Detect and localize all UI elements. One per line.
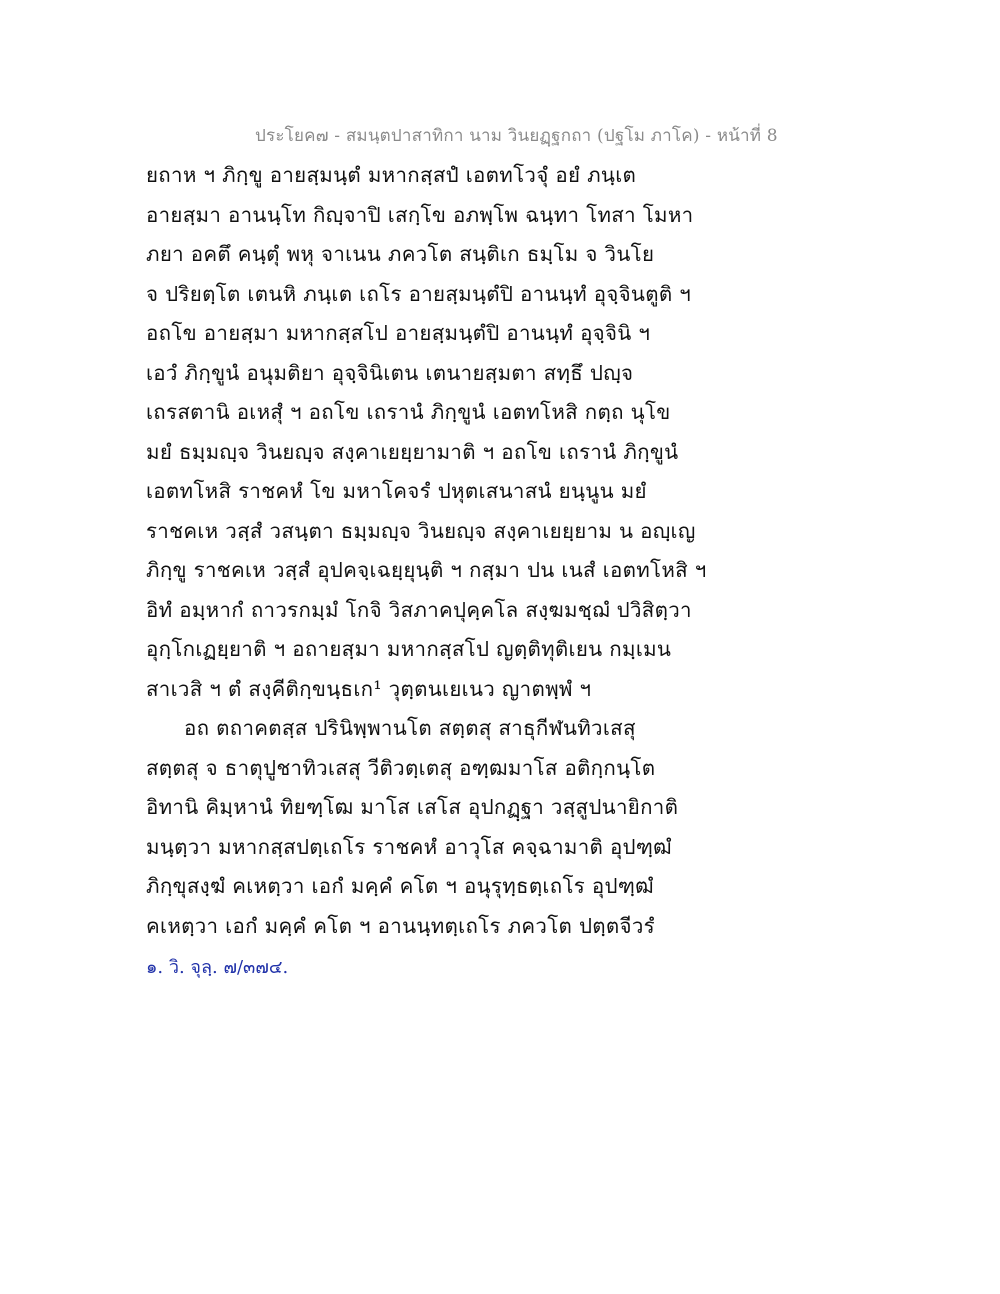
text-line-3: ภยา อคตึ คนฺตุํ พหุ จาเนน ภควโต สนฺติเก ธมฺโม จ วินโย bbox=[146, 242, 655, 266]
text-line-2: อายสฺมา อานนฺโท กิญฺจาปิ เสกฺโข อภพฺโพ ฉนฺทา โทสา โมหา bbox=[146, 202, 694, 227]
text-line-4: จ ปริยตฺโต เตนหิ ภนฺเต เถโร อายสฺมนฺตํปิ อานนฺทํ อุจฺจินตูติ ฯ bbox=[146, 281, 692, 306]
text-line-7: เถรสตานิ อเหสุํ ฯ อถโข เถรานํ ภิกฺขูนํ เอตทโหสิ กตฺถ นุโข bbox=[146, 400, 671, 424]
text-line-1: ยถาห ฯ ภิกฺขู อายสฺมนฺตํ มหากสฺสปํ เอตทโวจุํ อยํ ภนฺเต bbox=[146, 163, 637, 187]
footnote-reference: ๑. วิ. จุลฺ. ๗/๓๗๔. bbox=[146, 957, 289, 978]
text-line-8: มยํ ธมฺมญฺจ วินยญฺจ สงฺคาเยยฺยามาติ ฯ อถโข เถรานํ ภิกฺขูนํ bbox=[146, 439, 679, 464]
running-header: ประโยค๗ - สมนฺตปาสาทิกา นาม วินยฏฺฐกถา (ปฐโม ภาโค) - หน้าที่ 8 bbox=[255, 126, 778, 146]
text-line-11: ภิกฺขู ราชคเห วสฺสํ อุปคจฺเฉยฺยุนฺติ ฯ กสฺมา ปน เนสํ เอตทโหสิ ฯ bbox=[146, 558, 707, 582]
text-line-12: อิทํ อมฺหากํ ถาวรกมฺมํ โกจิ วิสภาคปุคฺคโล สงฺฆมชฺฌํ ปวิสิตฺวา bbox=[146, 597, 692, 622]
text-line-15-paragraph-start: อถ ตถาคตสฺส ปรินิพฺพานโต สตฺตสุ สาธุกีฬนทิวเสสุ bbox=[184, 716, 636, 740]
text-line-19: ภิกฺขุสงฺฆํ คเหตฺวา เอกํ มคฺคํ คโต ฯ อนุรุทฺธตฺเถโร อุปฑฺฒํ bbox=[146, 874, 654, 898]
body-text bbox=[146, 156, 706, 946]
text-line-5: อถโข อายสฺมา มหากสฺสโป อายสฺมนฺตํปิ อานนฺทํ อุจฺจินิ ฯ bbox=[146, 321, 651, 345]
text-line-10: ราชคเห วสฺสํ วสนฺตา ธมฺมญฺจ วินยญฺจ สงฺคาเยยฺยาม น อญฺเญ bbox=[146, 518, 696, 543]
text-line-9: เอตทโหสิ ราชคหํ โข มหาโคจรํ ปหุตเสนาสนํ ยนฺนูน มยํ bbox=[146, 479, 647, 503]
text-line-16: สตฺตสุ จ ธาตุปูชาทิวเสสุ วีติวตฺเตสุ อฑฺฒมาโส อติกฺกนฺโต bbox=[146, 755, 656, 780]
text-line-14: สาเวสิ ฯ ตํ สงฺคีติกฺขนฺธเก¹ วุตฺตนเยเนว ญาตพฺพํ ฯ bbox=[146, 676, 592, 701]
text-line-6: เอวํ ภิกฺขูนํ อนุมติยา อุจฺจินิเตน เตนายสฺมตา สทฺธึ ปญฺจ bbox=[146, 360, 634, 385]
text-line-13: อุกฺโกเฏยฺยาติ ฯ อถายสฺมา มหากสฺสโป ญตฺติทุติเยน กมฺเมน bbox=[146, 637, 672, 661]
text-line-20: คเหตฺวา เอกํ มคฺคํ คโต ฯ อานนฺทตฺเถโร ภควโต ปตฺตจีวรํ bbox=[146, 913, 655, 938]
text-line-18: มนฺตฺวา มหากสฺสปตฺเถโร ราชคหํ อาวุโส คจฺฉามาติ อุปฑฺฒํ bbox=[146, 834, 673, 859]
text-line-17: อิทานิ คิมฺหานํ ทิยฑฺโฒ มาโส เสโส อุปกฏฺฐา วสฺสูปนายิกาติ bbox=[146, 795, 679, 819]
